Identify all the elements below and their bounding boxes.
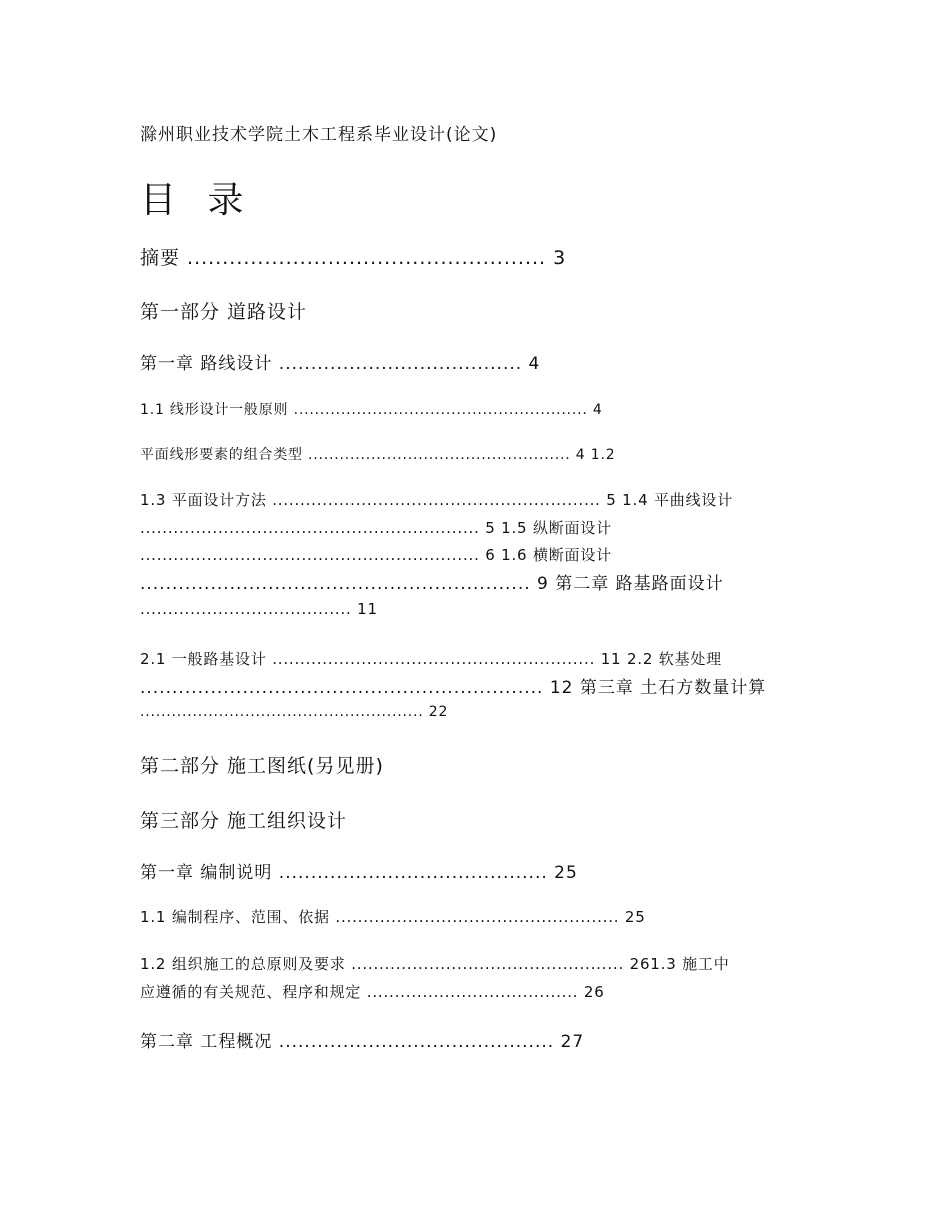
toc-entry: 2.1 一般路基设计 .......................................................... 11 2.2 软基处理 <box>140 650 722 668</box>
toc-entry: 应遵循的有关规范、程序和规定 ...................................... 26 <box>140 983 605 1001</box>
toc-entry: ............................................................... 12 第三章 土石方数量计算 <box>140 678 767 698</box>
toc-part-heading: 第一部分 道路设计 <box>140 301 308 323</box>
toc-chapter: 第一章 路线设计 ...................................... 4 <box>140 354 541 374</box>
page-header: 滁州职业技术学院土木工程系毕业设计(论文) <box>140 125 498 145</box>
toc-chapter: 第一章 编制说明 .......................................... 25 <box>140 863 578 883</box>
toc-entry: 1.1 线形设计一般原则 ........................................................ 4 <box>140 402 603 418</box>
toc-chapter: 第二章 工程概况 ........................................... 27 <box>140 1032 585 1052</box>
toc-part-heading: 第二部分 施工图纸(另见册) <box>140 755 384 777</box>
toc-entry: ...................................................... 22 <box>140 704 449 720</box>
toc-entry: 1.1 编制程序、范围、依据 ................................................... 25 <box>140 908 646 926</box>
toc-entry: 1.3 平面设计方法 ........................................................... 5 1.4 平曲线设计 <box>140 491 734 509</box>
toc-part-heading: 第三部分 施工组织设计 <box>140 810 348 832</box>
toc-entry: ............................................................. 5 1.5 纵断面设计 <box>140 519 612 537</box>
toc-entry: ............................................................. 9 第二章 路基路面设计 <box>140 574 724 594</box>
toc-entry: 平面线形要素的组合类型 .................................................. 4 1.2 <box>140 447 616 463</box>
toc-entry: 摘要 ................................................... 3 <box>140 247 567 269</box>
toc-entry: ...................................... 11 <box>140 600 378 618</box>
toc-entry: ............................................................. 6 1.6 横断面设计 <box>140 546 612 564</box>
toc-title: 目 录 <box>140 180 254 221</box>
toc-entry: 1.2 组织施工的总原则及要求 ................................................. 261.3 施工中 <box>140 955 730 973</box>
